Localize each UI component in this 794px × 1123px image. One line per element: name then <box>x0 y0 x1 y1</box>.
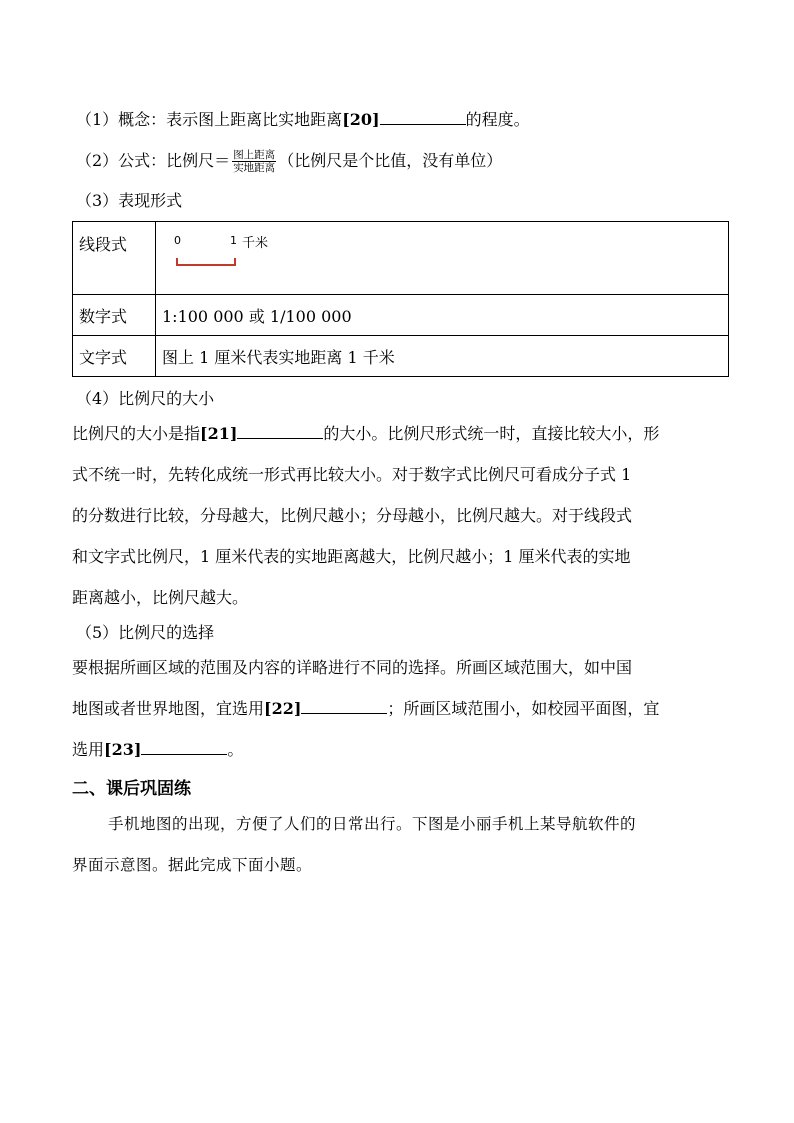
formula-line: （2）公式：比例尺＝ $\frac{\text{图上距离}}{\text{实地距离}}$ （比例尺是个比值，没有单位） <box>76 149 503 174</box>
size-paragraph: 比例尺的大小是指[21] 的大小。比例尺形式统一时，直接比较大小，形 式不统一时，先转化成统一形式再比较大小。对于数字式比例尺可看成分子式 1 的分数进行比较，分母越大，比例尺越小；分母越小，比例尺越大。对于线段式 和文字式比例尺，1 厘米代表的实地距离越大，比例尺越小；1 厘米代表的实地 距离越小，比例尺越大。 <box>72 424 660 607</box>
blank-tag-22: [22] <box>264 699 302 718</box>
scale-unit-label: 千米 <box>242 236 269 251</box>
table-row <box>73 222 729 295</box>
row-value: 1:100 000 或 1/100 000 <box>156 295 729 336</box>
formula-fraction <box>232 149 276 174</box>
blank-tag-20: [20] <box>342 110 380 129</box>
scale-forms-table <box>72 221 729 377</box>
practice-heading: 二、课后巩固练 <box>72 779 191 799</box>
answer-blank-21 <box>237 422 323 439</box>
choice-paragraph: 要根据所画区域的范围及内容的详略进行不同的选择。所画区域范围大，如中国 地图或者世界地图，宜选用[22] ；所画区域范围小，如校园平面图，宜 选用[23] 。 <box>72 658 660 759</box>
row-label: 文字式 <box>73 336 156 377</box>
line-scale-graphic <box>162 222 722 272</box>
scale-bar <box>176 258 236 266</box>
size-heading: （4）比例尺的大小 <box>76 389 215 408</box>
document-page <box>72 96 728 886</box>
scale-one-label: 1 <box>230 234 237 247</box>
practice-paragraph: 手机地图的出现，方便了人们的日常出行。下图是小丽手机上某导航软件的 界面示意图。据此完成下面小题。 <box>72 815 637 874</box>
fraction-denominator: 实地距离 <box>233 162 276 174</box>
answer-blank-20 <box>380 108 466 125</box>
answer-blank-22 <box>301 697 387 714</box>
blank-tag-21: [21] <box>200 424 238 443</box>
forms-heading: （3）表现形式 <box>76 191 183 210</box>
row-label: 线段式 <box>73 222 156 295</box>
line-scale-cell <box>156 222 729 295</box>
table-row <box>73 295 729 336</box>
answer-blank-23 <box>141 738 227 755</box>
table-row <box>73 336 729 377</box>
scale-zero-label: 0 <box>174 234 181 247</box>
row-value: 图上 1 厘米代表实地距离 1 千米 <box>156 336 729 377</box>
row-label: 数字式 <box>73 295 156 336</box>
fraction-numerator: 图上距离 <box>233 149 276 161</box>
concept-line: （1）概念：表示图上距离比实地距离[20] 的程度。 <box>76 110 530 129</box>
blank-tag-23: [23] <box>104 740 142 759</box>
choice-heading: （5）比例尺的选择 <box>76 623 215 642</box>
